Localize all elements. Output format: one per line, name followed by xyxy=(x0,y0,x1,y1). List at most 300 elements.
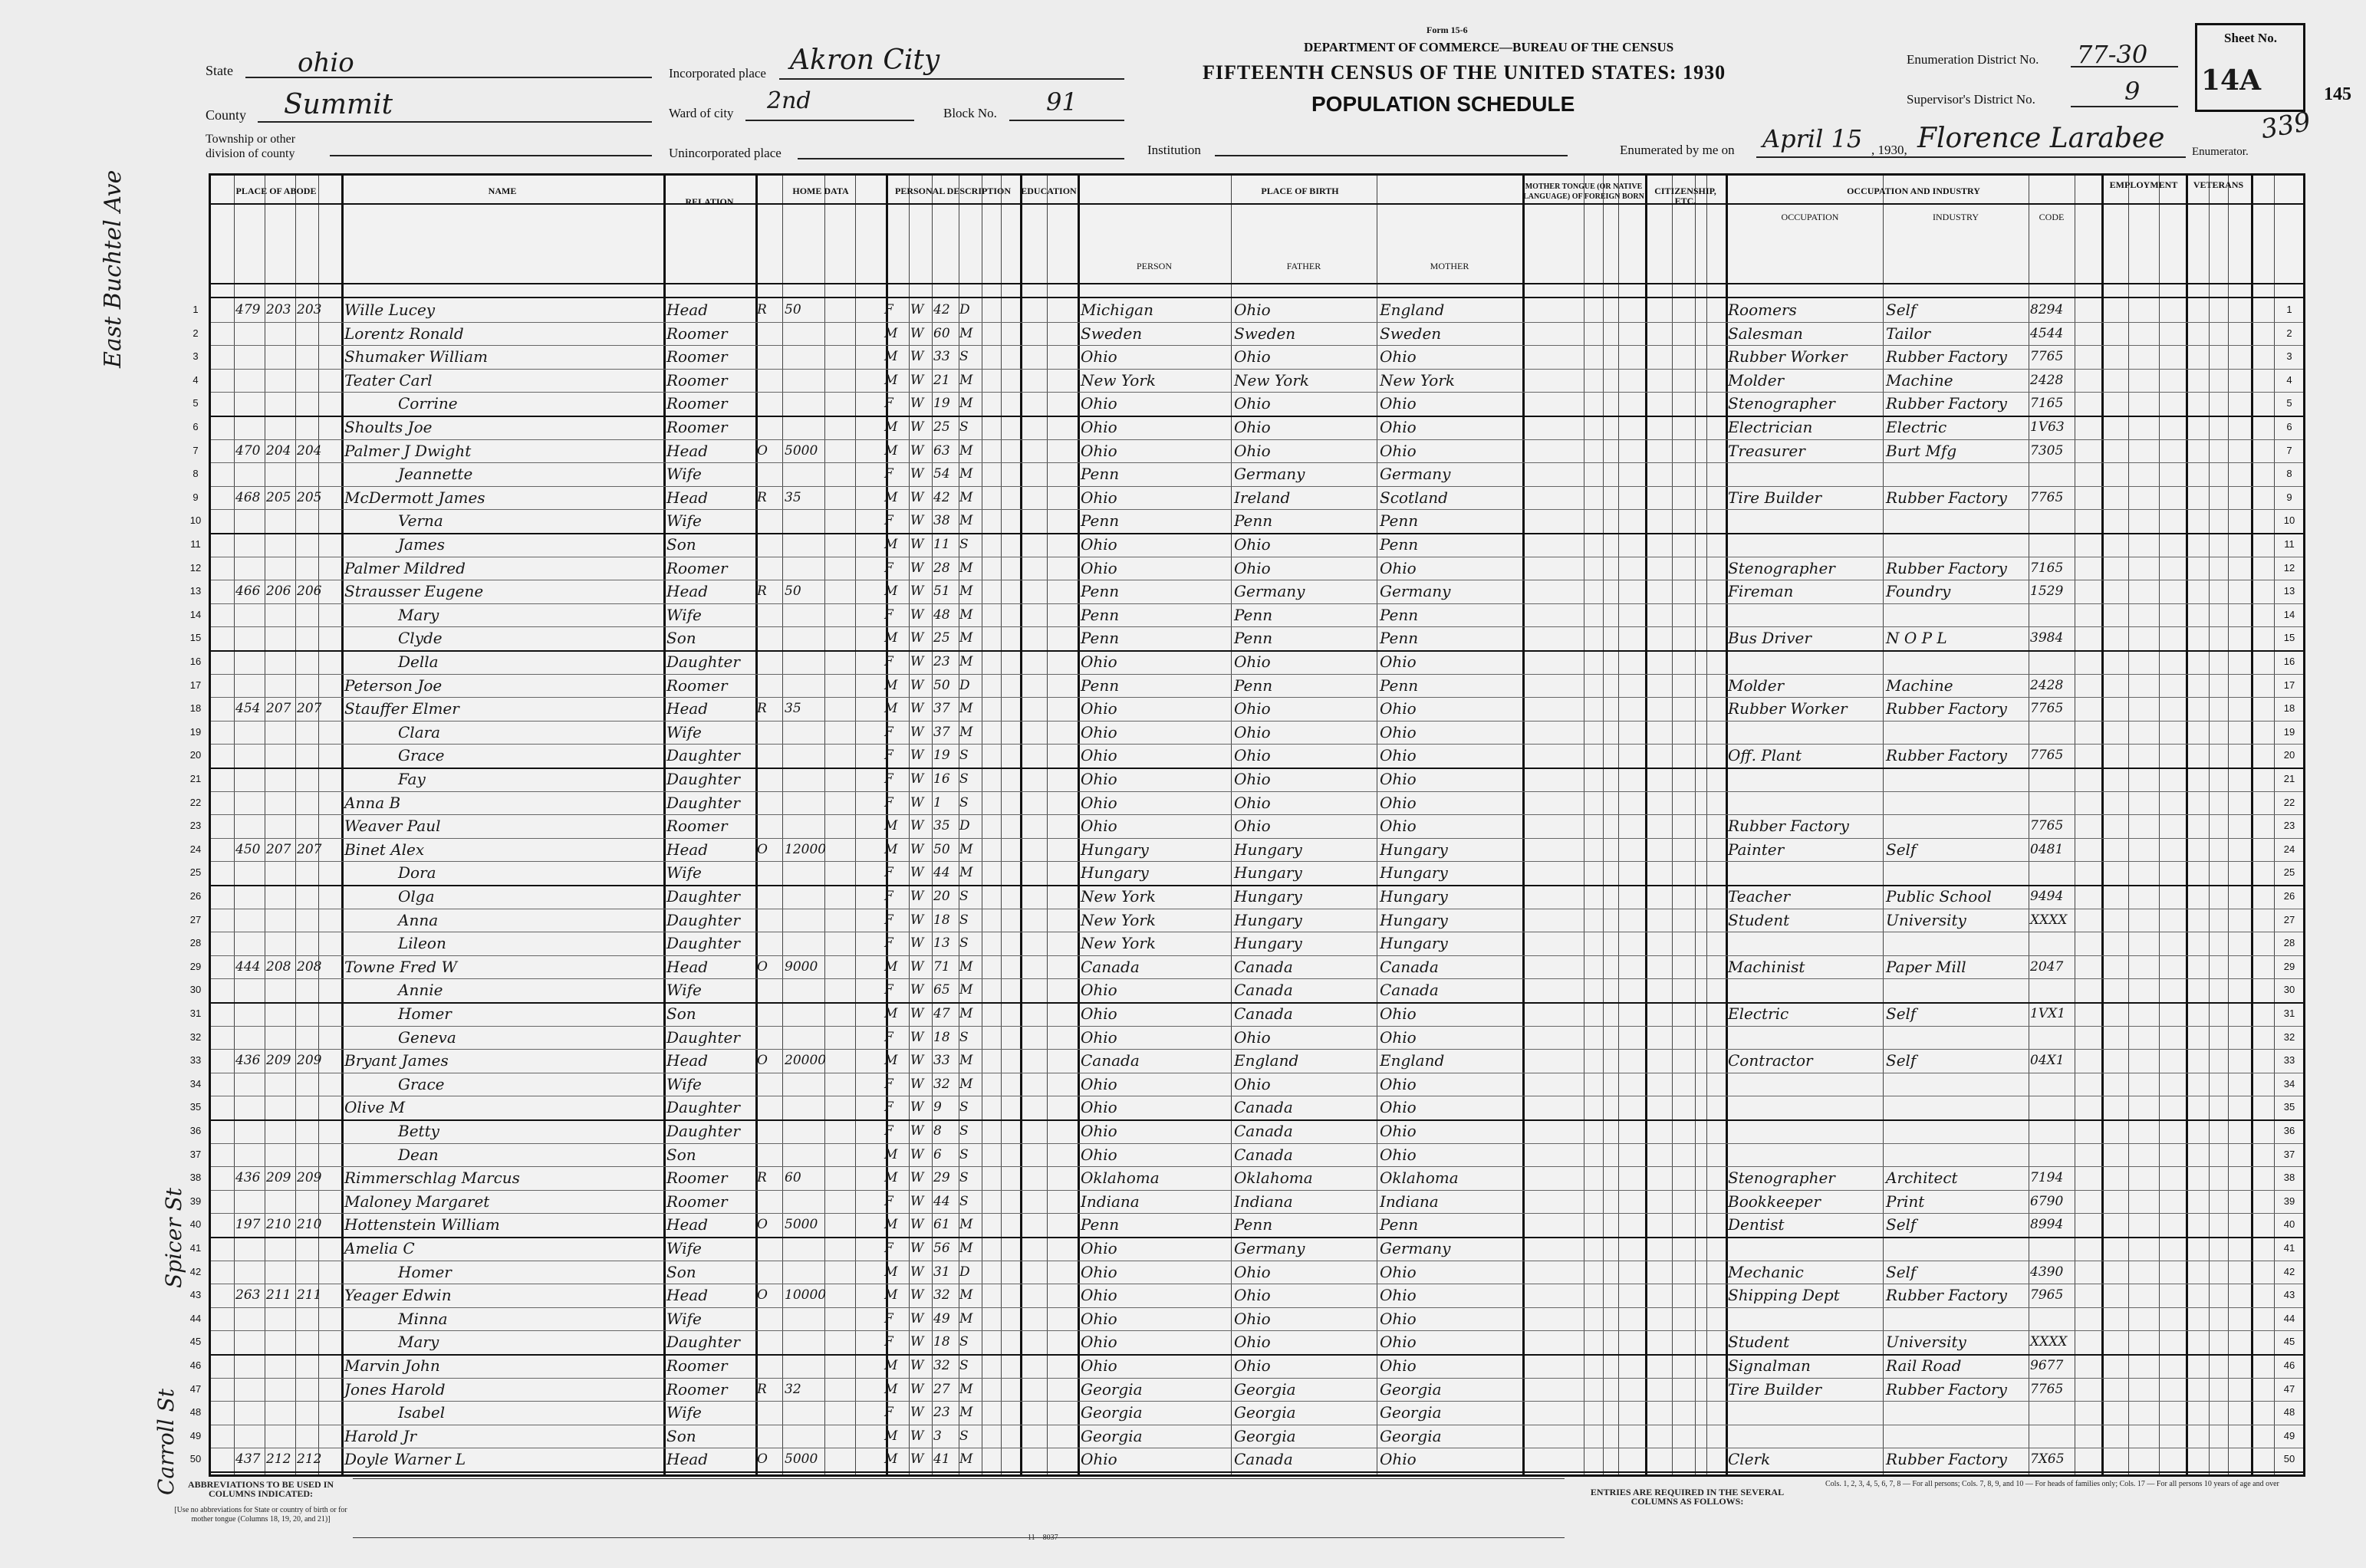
cell-mother: Ohio xyxy=(1380,1027,1417,1047)
cell-name: Yeager Edwin xyxy=(344,1286,452,1305)
line-number-right: 19 xyxy=(2283,725,2295,738)
cell-marital: S xyxy=(959,349,969,365)
line-number-right: 9 xyxy=(2286,491,2292,503)
line-number-left: 45 xyxy=(189,1336,202,1348)
cell-name: Mary xyxy=(398,1333,439,1352)
cell-birth: Penn xyxy=(1081,676,1120,695)
cell-house: 437 xyxy=(235,1451,261,1468)
cell-dwelling: 209 xyxy=(266,1053,291,1069)
cell-marital: M xyxy=(959,560,973,576)
cell-race: W xyxy=(910,724,924,740)
cell-race: W xyxy=(910,372,924,388)
line-number-left: 43 xyxy=(189,1289,202,1301)
cell-name: James xyxy=(398,535,446,554)
cell-sex: M xyxy=(884,958,898,975)
line-number-left: 20 xyxy=(189,749,202,761)
group-header-tongue: MOTHER TONGUE (OR NATIVE LANGUAGE) OF FOREIGN BORN xyxy=(1523,182,1644,201)
cell-sex: M xyxy=(884,349,898,365)
cell-name: Fay xyxy=(398,770,426,788)
cell-sex: F xyxy=(884,654,893,669)
cell-mother: Ohio xyxy=(1380,1004,1417,1023)
cell-sex: F xyxy=(884,396,893,412)
cell-birth: Penn xyxy=(1081,1215,1120,1234)
cell-code: 7194 xyxy=(2030,1170,2064,1186)
cell-code: 6790 xyxy=(2030,1193,2064,1209)
cell-relation: Wife xyxy=(666,605,702,624)
grid-column-line xyxy=(1047,176,1048,1474)
cell-family: 207 xyxy=(297,701,322,717)
cell-age: 51 xyxy=(933,583,950,600)
cell-father: Sweden xyxy=(1234,324,1296,343)
cell-value: 5000 xyxy=(785,1217,818,1233)
cell-birth: New York xyxy=(1081,887,1156,906)
line-number-left: 42 xyxy=(189,1265,202,1277)
cell-race: W xyxy=(910,794,924,810)
cell-birth: Georgia xyxy=(1081,1379,1143,1399)
cell-name: Strausser Eugene xyxy=(344,582,484,601)
cell-name: Shumaker William xyxy=(344,347,488,367)
cell-relation: Son xyxy=(666,1262,696,1281)
cell-sex: M xyxy=(884,1217,898,1233)
grid-column-line xyxy=(855,176,856,1474)
row-rule xyxy=(211,1471,2303,1473)
line-number-left: 7 xyxy=(193,444,199,456)
cell-age: 1 xyxy=(933,794,942,810)
cell-sex: M xyxy=(884,1264,898,1280)
page-number: 145 xyxy=(2324,84,2351,104)
cell-age: 33 xyxy=(933,1053,950,1069)
cell-name: Bryant James xyxy=(344,1051,449,1070)
cell-race: W xyxy=(910,606,924,623)
entries-text: Cols. 1, 2, 3, 4, 5, 6, 7, 8 — For all persons; Cols. 7, 8, 9, and 10 — For heads of families only; Cols. 17 — For all persons 10 years of age and over xyxy=(1825,1480,2279,1488)
cell-sex: F xyxy=(884,1334,893,1350)
cell-relation: Daughter xyxy=(666,1098,740,1117)
cell-race: W xyxy=(910,1358,924,1373)
cell-sex: M xyxy=(884,841,898,857)
cell-birth: Georgia xyxy=(1081,1426,1143,1445)
cell-father: Indiana xyxy=(1234,1192,1293,1211)
cell-race: W xyxy=(910,1053,924,1069)
line-number-left: 34 xyxy=(189,1077,202,1090)
cell-mother: Ohio xyxy=(1380,1356,1417,1375)
cell-father: Hungary xyxy=(1234,910,1302,929)
cell-mother: Scotland xyxy=(1380,488,1448,507)
cell-birth: Ohio xyxy=(1081,347,1117,367)
cell-race: W xyxy=(910,1076,924,1092)
cell-father: Canada xyxy=(1234,1145,1293,1164)
enumerator-name: Florence Larabee xyxy=(1917,123,2165,154)
cell-birth: Ohio xyxy=(1081,535,1117,554)
cell-relation: Roomer xyxy=(666,347,728,367)
line-number-left: 15 xyxy=(189,632,202,644)
cell-occupation: Clerk xyxy=(1728,1450,1771,1469)
cell-relation: Roomer xyxy=(666,558,728,577)
cell-race: W xyxy=(910,537,924,552)
cell-father: Ohio xyxy=(1234,1286,1271,1305)
cell-code: 7965 xyxy=(2030,1287,2064,1303)
cell-mother: Ohio xyxy=(1380,746,1417,765)
cell-father: Penn xyxy=(1234,1215,1273,1234)
cell-industry: Self xyxy=(1886,301,1917,319)
cell-race: W xyxy=(910,1146,924,1162)
cell-occupation: Shipping Dept xyxy=(1728,1286,1840,1305)
cell-age: 31 xyxy=(933,1264,950,1280)
line-number-left: 9 xyxy=(193,491,199,503)
cell-sex: M xyxy=(884,489,898,505)
cell-name: Clyde xyxy=(398,629,443,648)
cell-marital: M xyxy=(959,1006,973,1021)
cell-age: 42 xyxy=(933,302,950,317)
cell-marital: S xyxy=(959,935,969,952)
cell-mother: Ohio xyxy=(1380,1122,1417,1140)
cell-mother: Georgia xyxy=(1380,1379,1442,1399)
cell-occupation: Mechanic xyxy=(1728,1262,1804,1281)
cell-race: W xyxy=(910,1006,924,1021)
line-number-left: 41 xyxy=(189,1242,202,1254)
subheader-mother: MOTHER xyxy=(1430,261,1469,271)
cell-sex: F xyxy=(884,1310,893,1326)
abbreviations-title: ABBREVIATIONS TO BE USED IN COLUMNS INDICATED: xyxy=(187,1479,334,1499)
cell-occupation: Rubber Worker xyxy=(1728,347,1848,367)
line-number-right: 38 xyxy=(2283,1172,2295,1184)
sheet-value: 14A xyxy=(2201,64,2262,97)
cell-name: Hottenstein William xyxy=(344,1215,500,1234)
corner-stamp: 339 xyxy=(2259,106,2313,146)
cell-occupation: Electrician xyxy=(1728,418,1813,436)
cell-name: Anna B xyxy=(344,793,401,812)
line-number-left: 39 xyxy=(189,1195,202,1207)
cell-relation: Daughter xyxy=(666,770,740,788)
line-number-left: 44 xyxy=(189,1312,202,1324)
cell-father: Georgia xyxy=(1234,1426,1296,1445)
cell-code: 7305 xyxy=(2030,442,2064,459)
cell-code: 7765 xyxy=(2030,818,2064,834)
cell-code: 4544 xyxy=(2030,325,2064,341)
line-number-left: 19 xyxy=(189,725,202,738)
cell-marital: M xyxy=(959,724,973,740)
cell-code: 7765 xyxy=(2030,1381,2064,1397)
cell-father: Canada xyxy=(1234,1450,1293,1469)
line-number-right: 17 xyxy=(2283,679,2295,691)
cell-code: 2428 xyxy=(2030,372,2064,388)
cell-father: Canada xyxy=(1234,1098,1293,1117)
line-number-right: 7 xyxy=(2286,444,2292,456)
cell-relation: Head xyxy=(666,840,709,859)
state-value: ohio xyxy=(298,48,354,78)
enumerated-year: , 1930, xyxy=(1871,143,1907,157)
cell-sex: M xyxy=(884,677,898,693)
cell-father: Hungary xyxy=(1234,887,1302,906)
line-number-left: 12 xyxy=(189,561,202,574)
cell-marital: M xyxy=(959,372,973,388)
cell-mother: Georgia xyxy=(1380,1426,1442,1445)
cell-marital: D xyxy=(959,1264,970,1280)
cell-house: 263 xyxy=(235,1287,261,1303)
cell-mother: England xyxy=(1380,1051,1445,1070)
cell-birth: Hungary xyxy=(1081,840,1149,859)
cell-relation: Daughter xyxy=(666,934,740,953)
cell-race: W xyxy=(910,771,924,787)
cell-mother: Canada xyxy=(1380,981,1439,1000)
cell-age: 48 xyxy=(933,606,950,623)
group-header-education: EDUCATION xyxy=(1021,186,1077,196)
line-number-right: 47 xyxy=(2283,1382,2295,1395)
cell-dwelling: 208 xyxy=(266,958,291,975)
cell-sex: F xyxy=(884,771,893,787)
cell-code: 2428 xyxy=(2030,677,2064,693)
cell-marital: S xyxy=(959,1123,969,1139)
line-number-right: 10 xyxy=(2283,514,2295,527)
cell-house: 470 xyxy=(235,442,261,459)
cell-sex: F xyxy=(884,1123,893,1139)
cell-father: Ohio xyxy=(1234,1262,1271,1281)
cell-age: 18 xyxy=(933,1029,950,1045)
cell-age: 25 xyxy=(933,419,950,435)
line-number-right: 4 xyxy=(2286,373,2292,386)
cell-occupation: Painter xyxy=(1728,840,1785,859)
cell-value: 50 xyxy=(785,583,801,600)
line-number-left: 30 xyxy=(189,984,202,996)
cell-industry: Rail Road xyxy=(1886,1356,1962,1375)
grid-column-line xyxy=(2159,176,2160,1474)
cell-age: 42 xyxy=(933,489,950,505)
cell-birth: Ohio xyxy=(1081,1309,1117,1328)
cell-age: 60 xyxy=(933,325,950,341)
cell-marital: M xyxy=(959,583,973,600)
cell-sex: F xyxy=(884,1405,893,1421)
cell-name: Binet Alex xyxy=(344,840,425,859)
cell-industry: Machine xyxy=(1886,676,1953,695)
cell-relation: Roomer xyxy=(666,418,728,436)
cell-birth: Ohio xyxy=(1081,488,1117,507)
grid-column-line xyxy=(2128,176,2129,1474)
subheader-person: PERSON xyxy=(1136,261,1172,271)
cell-occupation: Contractor xyxy=(1728,1051,1813,1070)
cell-race: W xyxy=(910,1381,924,1397)
group-header-name: NAME xyxy=(488,186,517,196)
cell-birth: Ohio xyxy=(1081,746,1117,765)
cell-marital: M xyxy=(959,865,973,881)
grid-column-line xyxy=(1618,176,1619,1474)
cell-family: 208 xyxy=(297,958,322,975)
cell-marital: M xyxy=(959,1451,973,1468)
cell-race: W xyxy=(910,865,924,881)
cell-age: 50 xyxy=(933,841,950,857)
cell-father: Germany xyxy=(1234,582,1305,601)
cell-occupation: Machinist xyxy=(1728,957,1805,976)
line-number-left: 25 xyxy=(189,866,202,879)
cell-marital: D xyxy=(959,818,970,834)
cell-house: 197 xyxy=(235,1217,261,1233)
population-schedule-table xyxy=(189,173,2305,1477)
cell-value: 9000 xyxy=(785,958,818,975)
cell-code: 7765 xyxy=(2030,748,2064,764)
cell-mother: Ohio xyxy=(1380,1309,1417,1328)
cell-marital: M xyxy=(959,396,973,412)
cell-relation: Daughter xyxy=(666,793,740,812)
cell-father: England xyxy=(1234,1051,1299,1070)
cell-mother: Ohio xyxy=(1380,418,1417,436)
line-number-left: 47 xyxy=(189,1382,202,1395)
cell-name: Weaver Paul xyxy=(344,817,441,836)
grid-column-line xyxy=(1231,176,1232,1474)
line-number-right: 28 xyxy=(2283,937,2295,949)
cell-family: 210 xyxy=(297,1217,322,1233)
line-number-right: 27 xyxy=(2283,913,2295,925)
cell-tenure: R xyxy=(757,1170,767,1186)
cell-birth: Ohio xyxy=(1081,1074,1117,1093)
cell-birth: Ohio xyxy=(1081,1145,1117,1164)
cell-relation: Head xyxy=(666,957,709,976)
ward-label: Ward of city xyxy=(669,106,734,120)
cell-sex: F xyxy=(884,1193,893,1209)
cell-relation: Head xyxy=(666,699,709,718)
line-number-right: 11 xyxy=(2284,538,2295,550)
cell-father: Hungary xyxy=(1234,863,1302,883)
cell-birth: Oklahoma xyxy=(1081,1169,1160,1188)
cell-sex: M xyxy=(884,419,898,435)
cell-relation: Son xyxy=(666,1004,696,1023)
grid-column-line xyxy=(1603,176,1604,1474)
cell-age: 23 xyxy=(933,654,950,669)
cell-father: Germany xyxy=(1234,465,1305,484)
cell-age: 35 xyxy=(933,818,950,834)
form-number: Form 15-6 xyxy=(1427,25,1468,35)
cell-marital: M xyxy=(959,1053,973,1069)
group-header-citizenship: CITIZENSHIP, ETC. xyxy=(1654,186,1716,206)
grid-column-divider xyxy=(2186,176,2188,1474)
line-number-right: 13 xyxy=(2283,585,2295,597)
cell-birth: Hungary xyxy=(1081,863,1149,883)
cell-code: 04X1 xyxy=(2030,1053,2065,1069)
cell-mother: Ohio xyxy=(1380,558,1417,577)
cell-sex: M xyxy=(884,372,898,388)
cell-value: 12000 xyxy=(785,841,827,857)
line-number-left: 17 xyxy=(189,679,202,691)
cell-birth: Ohio xyxy=(1081,1262,1117,1281)
line-number-left: 6 xyxy=(193,421,199,432)
cell-sex: F xyxy=(884,982,893,998)
cell-birth: Ohio xyxy=(1081,1239,1117,1257)
line-number-left: 40 xyxy=(189,1218,202,1231)
cell-industry: Rubber Factory xyxy=(1886,394,2007,413)
cell-name: Geneva xyxy=(398,1027,456,1047)
cell-marital: S xyxy=(959,1100,969,1116)
cell-age: 44 xyxy=(933,865,950,881)
cell-mother: Ohio xyxy=(1380,722,1417,741)
cell-father: Hungary xyxy=(1234,934,1302,953)
cell-name: Verna xyxy=(398,511,443,531)
cell-birth: Ohio xyxy=(1081,441,1117,460)
cell-occupation: Electric xyxy=(1728,1004,1789,1023)
cell-age: 49 xyxy=(933,1310,950,1326)
cell-age: 18 xyxy=(933,912,950,928)
cell-tenure: R xyxy=(757,302,767,317)
cell-marital: S xyxy=(959,1193,969,1209)
cell-marital: M xyxy=(959,958,973,975)
line-number-left: 27 xyxy=(189,913,202,925)
grid-column-line xyxy=(1883,176,1884,1474)
cell-industry: University xyxy=(1886,910,1966,929)
cell-race: W xyxy=(910,513,924,529)
line-number-left: 38 xyxy=(189,1172,202,1184)
cell-name: Lorentz Ronald xyxy=(344,324,464,343)
cell-race: W xyxy=(910,325,924,341)
cell-code: 9677 xyxy=(2030,1358,2064,1373)
cell-occupation: Stenographer xyxy=(1728,558,1835,577)
cell-industry: Burt Mfg xyxy=(1886,441,1957,460)
cell-family: 209 xyxy=(297,1053,322,1069)
line-number-left: 22 xyxy=(189,796,202,808)
grid-column-line xyxy=(318,176,319,1474)
subheader-occupation: OCCUPATION xyxy=(1781,212,1839,222)
cell-tenure: O xyxy=(757,1287,768,1303)
cell-age: 20 xyxy=(933,889,950,904)
cell-family: 211 xyxy=(297,1287,322,1303)
cell-relation: Head xyxy=(666,488,709,507)
cell-family: 203 xyxy=(297,302,322,317)
cell-house: 436 xyxy=(235,1170,261,1186)
cell-mother: Penn xyxy=(1380,535,1419,554)
cell-race: W xyxy=(910,466,924,482)
cell-tenure: R xyxy=(757,1381,767,1397)
cell-birth: New York xyxy=(1081,934,1156,953)
line-number-right: 1 xyxy=(2286,304,2292,315)
cell-marital: M xyxy=(959,513,973,529)
line-number-right: 15 xyxy=(2283,632,2295,644)
cell-age: 33 xyxy=(933,349,950,365)
cell-occupation: Tire Builder xyxy=(1728,488,1822,507)
cell-mother: Germany xyxy=(1380,1239,1451,1257)
cell-value: 32 xyxy=(785,1381,801,1397)
cell-mother: Ohio xyxy=(1380,394,1417,413)
cell-age: 50 xyxy=(933,677,950,693)
cell-father: Ohio xyxy=(1234,1027,1271,1047)
cell-marital: M xyxy=(959,841,973,857)
cell-mother: Penn xyxy=(1380,511,1419,531)
cell-industry: Rubber Factory xyxy=(1886,558,2007,577)
cell-industry: N O P L xyxy=(1886,629,1947,648)
cell-birth: Ohio xyxy=(1081,1098,1117,1117)
cell-name: Amelia C xyxy=(344,1239,415,1257)
cell-relation: Head xyxy=(666,1051,709,1070)
cell-sex: F xyxy=(884,302,893,317)
cell-tenure: O xyxy=(757,1217,768,1233)
county-label: County xyxy=(206,107,247,123)
cell-relation: Daughter xyxy=(666,1333,740,1352)
cell-age: 54 xyxy=(933,466,950,482)
cell-mother: Ohio xyxy=(1380,1450,1417,1469)
supervisor-district-label: Supervisor's District No. xyxy=(1907,92,2035,107)
cell-race: W xyxy=(910,1310,924,1326)
cell-age: 9 xyxy=(933,1100,942,1116)
cell-relation: Daughter xyxy=(666,887,740,906)
line-number-right: 20 xyxy=(2283,749,2295,761)
cell-age: 61 xyxy=(933,1217,950,1233)
cell-race: W xyxy=(910,748,924,764)
cell-marital: M xyxy=(959,1241,973,1256)
cell-mother: Hungary xyxy=(1380,863,1448,883)
line-number-right: 31 xyxy=(2283,1008,2295,1019)
cell-mother: Ohio xyxy=(1380,653,1417,671)
cell-race: W xyxy=(910,349,924,365)
cell-race: W xyxy=(910,1334,924,1350)
line-number-left: 4 xyxy=(193,373,199,386)
group-header-employment: EMPLOYMENT xyxy=(2109,179,2178,190)
group-header-place: PLACE OF ABODE xyxy=(235,186,317,196)
cell-mother: Hungary xyxy=(1380,910,1448,929)
cell-value: 5000 xyxy=(785,1451,818,1468)
